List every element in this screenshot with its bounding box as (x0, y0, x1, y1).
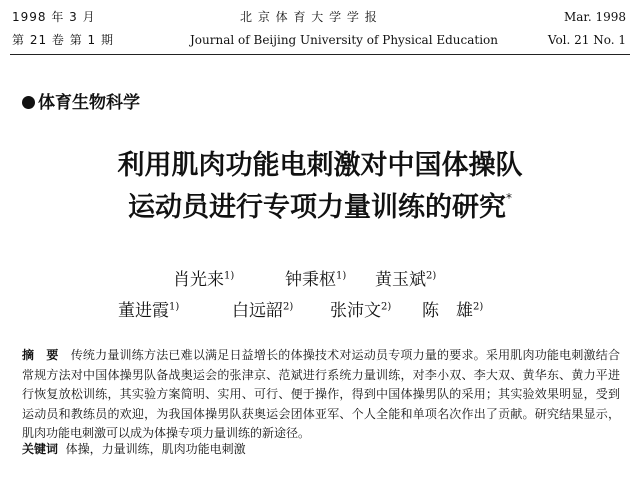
title-line-1: 利用肌肉功能电刺激对中国体操队 (117, 150, 523, 181)
section-heading (22, 88, 140, 113)
section-label: 体育生物科学 (38, 93, 140, 113)
volume-en: Vol. 21 No. 1 (547, 33, 626, 47)
author-affiliation: 2) (283, 301, 294, 313)
author-name: 黄玉斌 (375, 270, 426, 290)
issue-date-en: Mar. 1998 (563, 10, 626, 24)
author-affiliation: 1) (224, 270, 235, 282)
volume-cn: 第 21 卷 第 1 期 (12, 33, 114, 47)
keywords-label: 关键词 (22, 442, 59, 456)
header-rule (10, 54, 630, 55)
title-line-2-text: 运动员进行专项力量训练的研究 (128, 192, 506, 223)
author-name: 董进霞 (118, 301, 169, 321)
author-name: 张沛文 (330, 301, 381, 321)
author-name: 陈 雄 (422, 301, 473, 321)
author (285, 265, 346, 290)
author-affiliation: 2) (426, 270, 437, 282)
author-name: 白远韶 (232, 301, 283, 321)
keywords (22, 440, 620, 460)
abstract (22, 346, 620, 444)
author-affiliation: 1) (336, 270, 347, 282)
author (232, 296, 293, 321)
author-name: 钟秉枢 (285, 270, 336, 290)
title-line-2 (0, 185, 640, 224)
journal-name-en: Journal of Beijing University of Physical Education (190, 33, 499, 47)
author (422, 296, 483, 321)
keywords-body: 体操，力量训练，肌肉功能电刺激 (65, 442, 246, 456)
issue-date-cn: 1998 年 3 月 (12, 10, 96, 24)
author-name: 肖光来 (173, 270, 224, 290)
author (173, 265, 234, 290)
bullet-icon (22, 96, 35, 109)
abstract-label: 摘 要 (22, 348, 59, 362)
author (118, 296, 179, 321)
author-affiliation: 2) (473, 301, 484, 313)
author-affiliation: 1) (169, 301, 180, 313)
journal-name-cn: 北 京 体 育 大 学 学 报 (240, 10, 378, 24)
author (330, 296, 391, 321)
author-affiliation: 2) (381, 301, 392, 313)
abstract-body: 传统力量训练方法已难以满足日益增长的体操技术对运动员专项力量的要求。采用肌肉功能电刺激结合常规方法对中国体操男队备战奥运会的张津京、范斌进行系统力量训练，对李小双、李大双、黄华东、黄力平进行恢复放松训练，其实验方案简明、实用、可行、便于操作，得到中国体操男队的采用；其实验效果明显，受到运动员和教练员的欢迎，为我国体操男队获奥运会团体亚军、个人全能和单项名次作出了贡献。研究结果显示，肌肉功能电刺激可以成为体操专项力量训练的新途径。 (22, 348, 620, 440)
title-footnote-mark: * (506, 191, 512, 205)
author (375, 265, 436, 290)
